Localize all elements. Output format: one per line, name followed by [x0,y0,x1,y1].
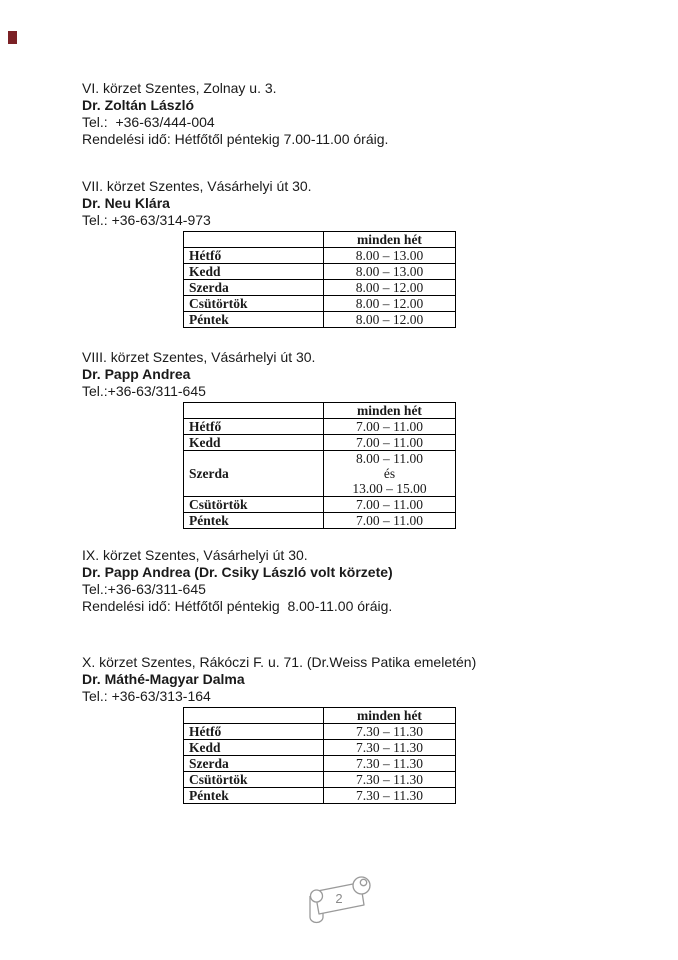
page-footer [298,869,378,931]
schedule-row [184,756,456,772]
schedule-row [184,513,456,529]
time-cell: 8.00 – 13.00 [324,248,456,264]
schedule-row [184,740,456,756]
phone-line: Tel.: +36-63/444-004 [82,114,215,130]
empty-header-cell [184,708,324,724]
time-cell: 7.00 – 11.00 [324,497,456,513]
time-cell: 7.00 – 11.00 [324,435,456,451]
schedule-row [184,788,456,804]
district-section-vii [82,178,638,328]
hours-note: Rendelési idő: Hétfőtől péntekig 8.00-11.00 óráig. [82,598,393,614]
table-header-label: minden hét [324,232,456,248]
day-cell: Hétfő [184,248,324,264]
day-cell: Kedd [184,740,324,756]
doctor-name: Dr. Papp Andrea (Dr. Csiky László volt körzete) [82,564,393,580]
day-cell: Csütörtök [184,296,324,312]
district-section-viii [82,349,638,529]
doctor-name: Dr. Papp Andrea [82,366,191,382]
day-cell: Kedd [184,264,324,280]
time-cell: 7.00 – 11.00 [324,513,456,529]
table-header-label: minden hét [324,708,456,724]
section-address: IX. körzet Szentes, Vásárhelyi út 30. [82,547,308,563]
doctor-name: Dr. Neu Klára [82,195,170,211]
schedule-row [184,772,456,788]
schedule-table-viii [183,402,456,529]
time-cell: 8.00 – 12.00 [324,280,456,296]
hours-note: Rendelési idő: Hétfőtől péntekig 7.00-11.00 óráig. [82,131,389,147]
table-header-row [184,232,456,248]
schedule-row [184,312,456,328]
day-cell: Szerda [184,756,324,772]
day-cell: Hétfő [184,419,324,435]
phone-line: Tel.:+36-63/311-645 [82,383,206,399]
empty-header-cell [184,403,324,419]
time-cell: 8.00 – 11.00 és 13.00 – 15.00 [324,451,456,497]
district-section-vi [82,80,638,148]
section-address: X. körzet Szentes, Rákóczi F. u. 71. (Dr.Weiss Patika emeletén) [82,654,477,670]
time-cell: 7.00 – 11.00 [324,419,456,435]
table-header-row [184,403,456,419]
schedule-row [184,497,456,513]
schedule-row [184,724,456,740]
scroll-left-roll [311,890,323,902]
table-header-label: minden hét [324,403,456,419]
empty-header-cell [184,232,324,248]
phone-line: Tel.:+36-63/311-645 [82,581,206,597]
scroll-banner-icon [298,869,378,931]
day-cell: Péntek [184,312,324,328]
section-address: VI. körzet Szentes, Zolnay u. 3. [82,80,277,96]
district-section-x [82,654,638,804]
time-cell: 8.00 – 12.00 [324,296,456,312]
day-cell: Péntek [184,513,324,529]
time-cell: 7.30 – 11.30 [324,756,456,772]
time-cell: 7.30 – 11.30 [324,740,456,756]
time-cell: 8.00 – 12.00 [324,312,456,328]
schedule-row [184,264,456,280]
time-cell: 8.00 – 13.00 [324,264,456,280]
section-address: VIII. körzet Szentes, Vásárhelyi út 30. [82,349,316,365]
day-cell: Hétfő [184,724,324,740]
time-cell: 7.30 – 11.30 [324,724,456,740]
day-cell: Csütörtök [184,497,324,513]
schedule-row [184,435,456,451]
scroll-right-roll-inner [360,879,366,885]
page-number: 2 [335,891,343,906]
schedule-table-vii [183,231,456,328]
schedule-row [184,248,456,264]
doctor-name: Dr. Zoltán László [82,97,195,113]
day-cell: Kedd [184,435,324,451]
section-address: VII. körzet Szentes, Vásárhelyi út 30. [82,178,312,194]
schedule-table-x [183,707,456,804]
schedule-row [184,451,456,497]
schedule-row [184,280,456,296]
phone-line: Tel.: +36-63/314-973 [82,212,211,228]
day-cell: Csütörtök [184,772,324,788]
phone-line: Tel.: +36-63/313-164 [82,688,211,704]
district-section-ix [82,547,638,615]
table-header-row [184,708,456,724]
doctor-name: Dr. Máthé-Magyar Dalma [82,671,245,687]
schedule-row [184,419,456,435]
red-corner-marker [8,31,17,44]
day-cell: Péntek [184,788,324,804]
schedule-row [184,296,456,312]
day-cell: Szerda [184,280,324,296]
day-cell: Szerda [184,451,324,497]
time-cell: 7.30 – 11.30 [324,788,456,804]
time-cell: 7.30 – 11.30 [324,772,456,788]
